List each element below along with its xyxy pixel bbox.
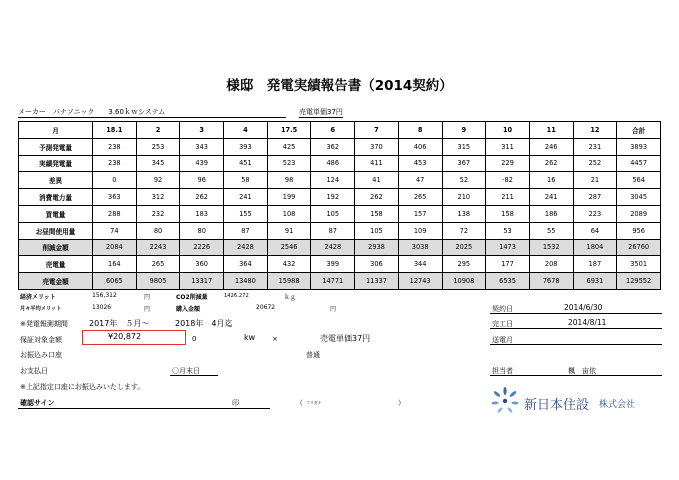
table-cell: 74: [93, 222, 137, 239]
table-cell: 393: [224, 138, 268, 155]
table-row: [19, 256, 661, 273]
period-label: ※発電報測期間: [20, 320, 68, 328]
table-cell: 231: [573, 138, 617, 155]
table-cell: 105: [355, 222, 399, 239]
table-cell: 564: [617, 172, 661, 189]
period-start: 2017年 ５月～: [89, 319, 150, 328]
table-cell: 262: [180, 189, 224, 206]
table-cell: 16: [529, 172, 573, 189]
table-row: [19, 239, 661, 256]
header-cell: 2: [136, 122, 180, 139]
table-cell: 265: [398, 189, 442, 206]
payday-underline: [170, 375, 218, 376]
table-cell: 3045: [617, 189, 661, 206]
unit-price-note: 売電単価37円: [299, 108, 343, 116]
table-cell: 1532: [529, 239, 573, 256]
table-cell: 265: [136, 256, 180, 273]
table-row: [19, 222, 661, 239]
purchase-label: 購入金額: [176, 306, 201, 313]
table-cell: 26760: [617, 239, 661, 256]
transfer-note: ※上記指定口座にお振込みいたします。: [20, 383, 145, 391]
table-cell: 158: [486, 205, 530, 222]
economic-merit-value: 156,312: [92, 292, 117, 299]
header-cell: 11: [529, 122, 573, 139]
header-cell: 4: [224, 122, 268, 139]
table-cell: 10908: [442, 273, 486, 290]
table-cell: 208: [529, 256, 573, 273]
table-cell: 223: [573, 205, 617, 222]
header-cell: 12: [573, 122, 617, 139]
header-cell: 3: [180, 122, 224, 139]
table-cell: 72: [442, 222, 486, 239]
table-cell: 425: [267, 138, 311, 155]
contract-underline: [490, 313, 662, 314]
table-cell: 53: [486, 222, 530, 239]
sign-underline: [18, 408, 270, 409]
table-cell: 87: [311, 222, 355, 239]
economic-merit-label: 経済メリット: [20, 294, 56, 301]
table-row: [19, 273, 661, 290]
report-title: 様邸 発電実績報告書（2014契約）: [226, 78, 453, 94]
table-cell: 360: [180, 256, 224, 273]
kw-value: 0: [192, 335, 197, 343]
send-month-label: 送電月: [492, 336, 513, 344]
paren-close: ）: [398, 399, 405, 407]
header-cell: 10: [486, 122, 530, 139]
seal-mark: 印: [232, 399, 239, 407]
unit-price: 売電単価37円: [320, 334, 371, 343]
table-cell: 232: [136, 205, 180, 222]
table-cell: 164: [93, 256, 137, 273]
table-cell: 306: [355, 256, 399, 273]
table-cell: 315: [442, 138, 486, 155]
table-cell: 192: [311, 189, 355, 206]
company-name: 新日本住設: [524, 398, 590, 413]
kg-unit: ｋｇ: [284, 294, 297, 301]
guarantee-label: 保証対象金額: [20, 336, 62, 344]
payday-value: 〇月末日: [172, 367, 200, 375]
account-label: お振込み口座: [20, 351, 62, 359]
staff-label: 担当者: [492, 367, 513, 375]
table-cell: 183: [180, 205, 224, 222]
table-cell: 252: [573, 155, 617, 172]
generation-table: [18, 121, 661, 290]
maker-line: [18, 107, 286, 118]
staff-underline: [490, 375, 662, 376]
row-label: 削減金額: [19, 239, 93, 256]
table-cell: 108: [267, 205, 311, 222]
completion-date: 2014/8/11: [568, 318, 607, 327]
co2-label: CO2削減量: [176, 294, 208, 301]
completion-label: 完工日: [492, 320, 513, 328]
purchase-value: 20672: [256, 304, 276, 311]
table-row: [19, 155, 661, 172]
table-cell: 486: [311, 155, 355, 172]
table-cell: 2428: [311, 239, 355, 256]
row-label: 売電金額: [19, 273, 93, 290]
table-cell: 13317: [180, 273, 224, 290]
table-row: [19, 172, 661, 189]
table-cell: 312: [136, 189, 180, 206]
yen-unit: 円: [144, 306, 151, 313]
row-label: 実績発電量: [19, 155, 93, 172]
table-cell: 262: [529, 155, 573, 172]
table-cell: 55: [529, 222, 573, 239]
table-cell: 2428: [224, 239, 268, 256]
table-cell: 91: [267, 222, 311, 239]
table-cell: 2025: [442, 239, 486, 256]
table-row: [19, 189, 661, 206]
table-cell: 129552: [617, 273, 661, 290]
completion-underline: [490, 328, 662, 329]
table-cell: 3501: [617, 256, 661, 273]
table-cell: 363: [93, 189, 137, 206]
table-cell: 523: [267, 155, 311, 172]
account-type: 普通: [306, 351, 320, 359]
table-cell: 98: [267, 172, 311, 189]
monthly-merit-label: 月々平均メリット: [20, 306, 62, 312]
table-cell: 241: [529, 189, 573, 206]
table-cell: 288: [93, 205, 137, 222]
table-cell: 287: [573, 189, 617, 206]
table-cell: 87: [224, 222, 268, 239]
table-cell: 7678: [529, 273, 573, 290]
table-cell: 186: [529, 205, 573, 222]
period-end: 2018年 4月迄: [175, 319, 233, 328]
table-cell: 238: [93, 155, 137, 172]
table-cell: 2089: [617, 205, 661, 222]
contract-date: 2014/6/30: [564, 303, 603, 312]
table-cell: 229: [486, 155, 530, 172]
table-cell: 158: [355, 205, 399, 222]
paren-open: （: [296, 399, 303, 407]
table-cell: 253: [136, 138, 180, 155]
table-cell: 211: [486, 189, 530, 206]
table-cell: 343: [180, 138, 224, 155]
table-cell: 80: [136, 222, 180, 239]
table-cell: 92: [136, 172, 180, 189]
table-cell: 3893: [617, 138, 661, 155]
table-cell: 6065: [93, 273, 137, 290]
table-cell: 362: [311, 138, 355, 155]
contract-date-label: 契約日: [492, 305, 513, 313]
table-cell: 47: [398, 172, 442, 189]
table-cell: 2084: [93, 239, 137, 256]
table-cell: 2546: [267, 239, 311, 256]
table-cell: 399: [311, 256, 355, 273]
table-cell: 295: [442, 256, 486, 273]
table-cell: 956: [617, 222, 661, 239]
table-cell: 187: [573, 256, 617, 273]
send-month-underline: [490, 344, 662, 345]
table-cell: 432: [267, 256, 311, 273]
table-cell: 13480: [224, 273, 268, 290]
table-row: [19, 205, 661, 222]
row-label: 買電量: [19, 205, 93, 222]
table-cell: 199: [267, 189, 311, 206]
header-cell: 18.1: [93, 122, 137, 139]
table-row: [19, 138, 661, 155]
table-cell: 157: [398, 205, 442, 222]
table-cell: 3038: [398, 239, 442, 256]
table-cell: 41: [355, 172, 399, 189]
table-cell: 52: [442, 172, 486, 189]
table-cell: 411: [355, 155, 399, 172]
table-cell: 2938: [355, 239, 399, 256]
table-cell: 453: [398, 155, 442, 172]
furigana-label: フリガナ: [306, 400, 322, 405]
table-cell: 14771: [311, 273, 355, 290]
table-cell: 439: [180, 155, 224, 172]
table-cell: 210: [442, 189, 486, 206]
maker-text: メーカー パナソニック 3.60ｋｗシステム: [18, 108, 166, 116]
header-cell: 8: [398, 122, 442, 139]
yen-unit: 円: [330, 306, 337, 313]
sign-label: 確認サイン: [20, 399, 55, 407]
table-cell: 2226: [180, 239, 224, 256]
table-cell: 21: [573, 172, 617, 189]
table-cell: 0: [93, 172, 137, 189]
table-cell: 451: [224, 155, 268, 172]
table-cell: 138: [442, 205, 486, 222]
header-cell: 9: [442, 122, 486, 139]
table-cell: 262: [355, 189, 399, 206]
table-cell: 177: [486, 256, 530, 273]
guarantee-value: ¥20,872: [108, 332, 142, 341]
table-cell: 1804: [573, 239, 617, 256]
table-cell: 370: [355, 138, 399, 155]
table-cell: 344: [398, 256, 442, 273]
table-cell: 364: [224, 256, 268, 273]
table-header-row: [19, 122, 661, 139]
table-cell: 4457: [617, 155, 661, 172]
row-label: 売電量: [19, 256, 93, 273]
table-cell: 345: [136, 155, 180, 172]
row-label: 差異: [19, 172, 93, 189]
table-cell: 311: [486, 138, 530, 155]
table-cell: 9805: [136, 273, 180, 290]
table-cell: 246: [529, 138, 573, 155]
company-logo-icon: [488, 383, 522, 419]
table-cell: 58: [224, 172, 268, 189]
table-cell: 1473: [486, 239, 530, 256]
table-cell: 96: [180, 172, 224, 189]
table-cell: 109: [398, 222, 442, 239]
table-cell: 238: [93, 138, 137, 155]
header-cell: 17.5: [267, 122, 311, 139]
row-label: お昼間使用量: [19, 222, 93, 239]
row-label: 消費電力量: [19, 189, 93, 206]
table-cell: 12743: [398, 273, 442, 290]
table-cell: 406: [398, 138, 442, 155]
table-cell: 80: [180, 222, 224, 239]
table-cell: 367: [442, 155, 486, 172]
table-cell: 15988: [267, 273, 311, 290]
header-cell: 7: [355, 122, 399, 139]
table-cell: 124: [311, 172, 355, 189]
row-label: 予測発電量: [19, 138, 93, 155]
header-cell: 合計: [617, 122, 661, 139]
header-month-label: 月: [19, 122, 93, 139]
table-cell: -82: [486, 172, 530, 189]
header-cell: 6: [311, 122, 355, 139]
table-cell: 64: [573, 222, 617, 239]
table-cell: 2243: [136, 239, 180, 256]
table-cell: 11337: [355, 273, 399, 290]
table-cell: 105: [311, 205, 355, 222]
table-cell: 155: [224, 205, 268, 222]
times-sign: ×: [272, 335, 278, 343]
payday-label: お支払日: [20, 367, 48, 375]
co2-value: 1426.272: [224, 293, 249, 299]
table-cell: 241: [224, 189, 268, 206]
kw-unit: kw: [244, 333, 256, 342]
table-cell: 6931: [573, 273, 617, 290]
staff-name: 楓 宙依: [568, 367, 596, 375]
monthly-merit-value: 13026: [92, 304, 112, 311]
yen-unit: 円: [144, 294, 151, 301]
company-suffix: 株式会社: [599, 400, 636, 410]
table-cell: 6535: [486, 273, 530, 290]
